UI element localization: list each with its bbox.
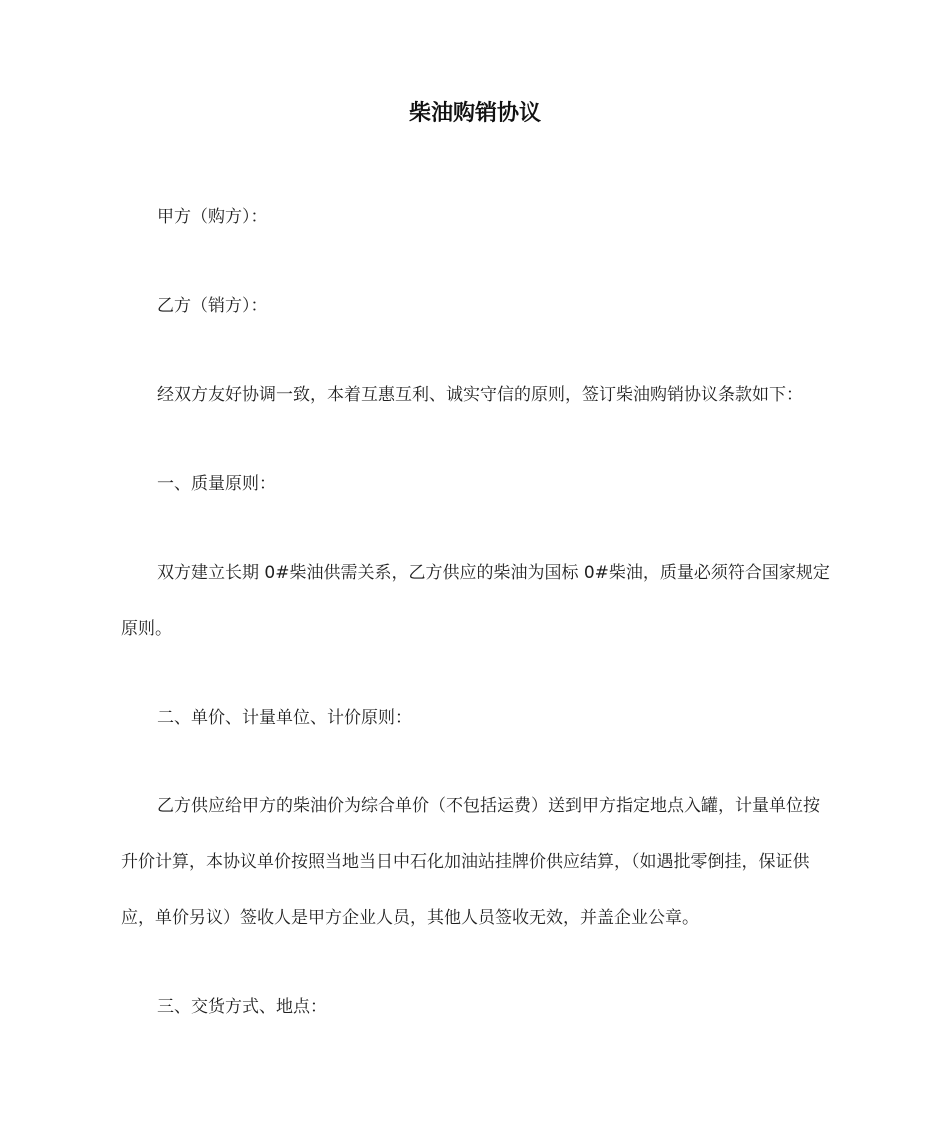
party-b-line: 乙方（销方）： [157, 296, 268, 316]
document-title: 柴油购销协议 [408, 101, 541, 126]
section-1-body: 双方建立长期 0#柴油供需关系，乙方供应的柴油为国标 0#柴油，质量必须符合国家规定原则。 [121, 563, 830, 639]
section-2-body: 乙方供应给甲方的柴油价为综合单价（不包括运费）送到甲方指定地点入罐，计量单位按升价计算，本协议单价按照当地当日中石化加油站挂牌价供应结算，（如遇批零倒挂，保证供应，单价另议）签收人是甲方企业人员，其他人员签收无效，并盖企业公章。 [121, 796, 820, 928]
section-3-heading: 三、交货方式、地点： [157, 997, 327, 1017]
preamble-paragraph: 经双方友好协调一致，本着互惠互利、诚实守信的原则，签订柴油购销协议条款如下： [157, 385, 803, 405]
section-2-heading: 二、单价、计量单位、计价原则： [157, 708, 412, 728]
section-1-heading: 一、质量原则： [157, 474, 276, 494]
party-a-line: 甲方（购方）： [157, 207, 268, 227]
